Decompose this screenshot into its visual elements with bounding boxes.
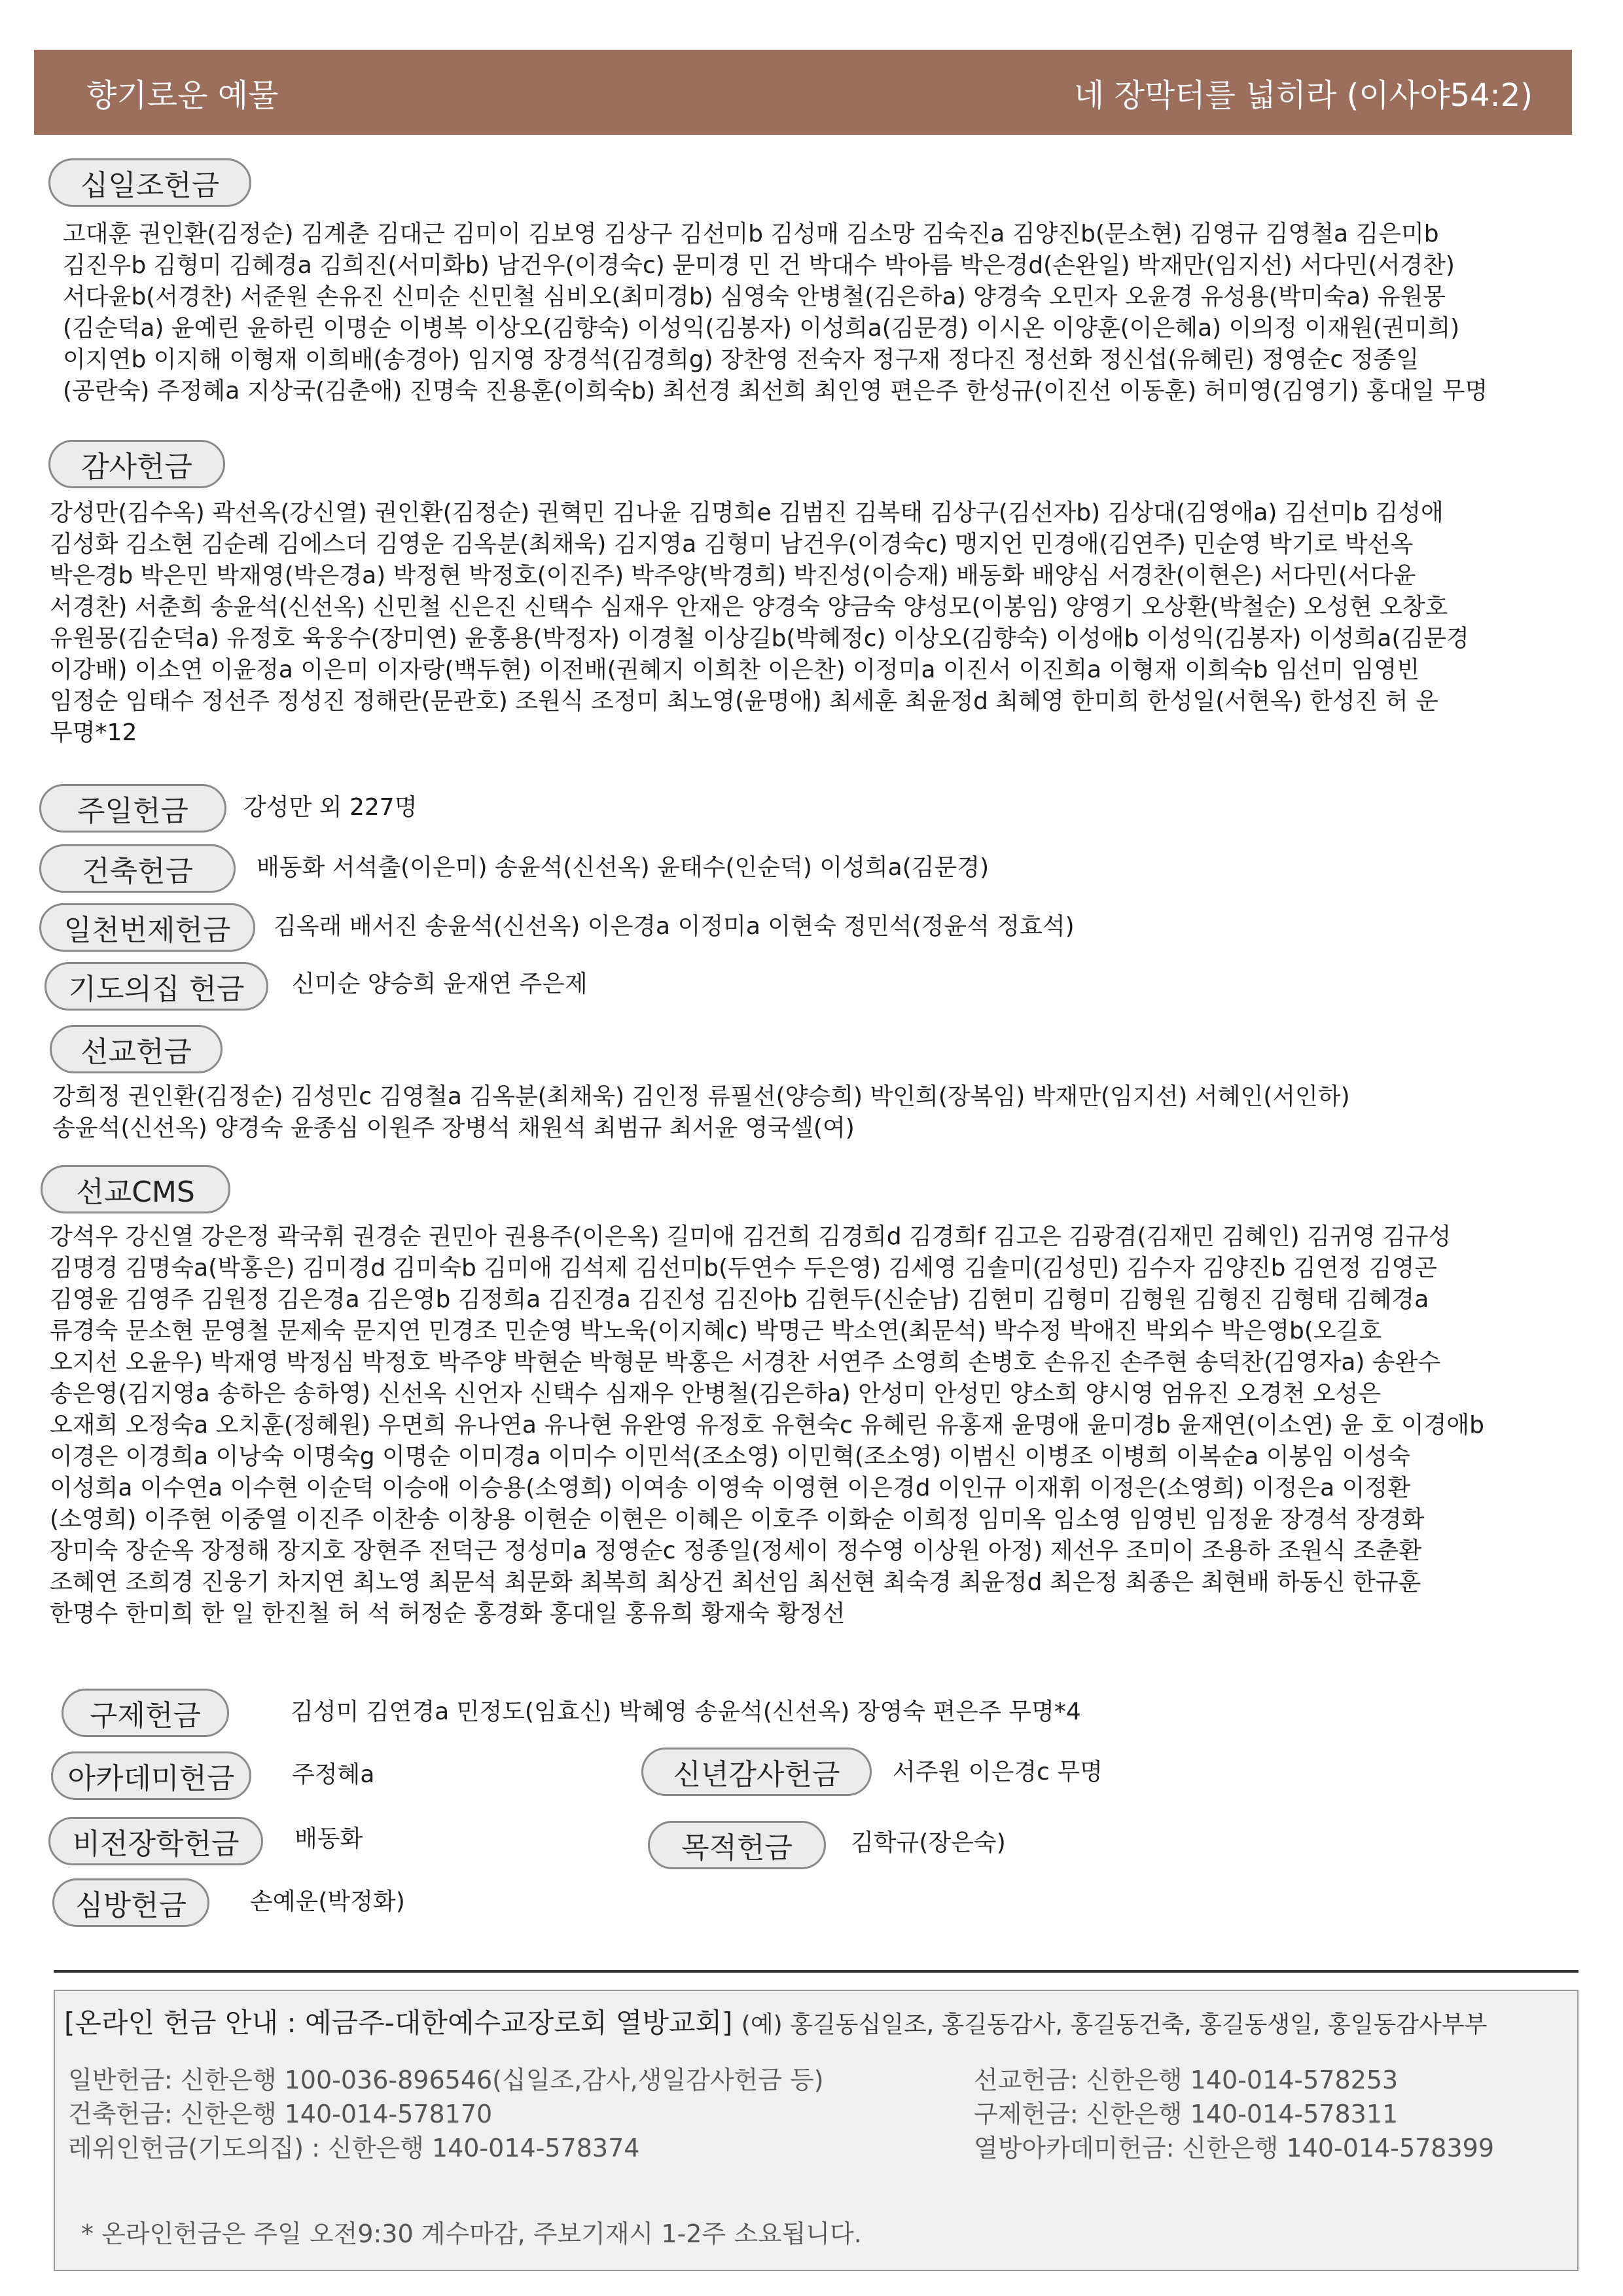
mission-line: 송윤석(신선옥) 양경숙 윤종심 이원주 장병석 채원석 최범규 최서윤 영국셀(여) (52, 1115, 855, 1141)
online-note: * 온라인헌금은 주일 오전9:30 계수마감, 주보기재시 1-2주 소요됩니다. (81, 2219, 862, 2248)
thanks-line: 이강배) 이소연 이윤정a 이은미 이자랑(백두현) 이전배(권혜지 이희찬 이은찬) 이정미a 이진서 이진희a 이형재 이희숙b 임선미 임영빈 (50, 656, 1420, 683)
thanks-title: 감사헌금 (48, 440, 225, 488)
mission-names (52, 1081, 1350, 1144)
account-levite: 레위인헌금(기도의집) : 신한은행 140-014-578374 (68, 2134, 640, 2162)
tithe-line: 서다윤b(서경찬) 서준원 손유진 신미순 신민철 심비오(최미경b) 심영숙 안병철(김은하a) 양경숙 오민자 오윤경 유성용(박미숙a) 유원몽 (63, 283, 1446, 310)
tithe-line: 고대훈 권인환(김정순) 김계춘 김대근 김미이 김보영 김상구 김선미b 김성매 김소망 김숙진a 김양진b(문소현) 김영규 김영철a 김은미b (63, 221, 1439, 247)
cms-line: 류경숙 문소현 문영철 문제숙 문지연 민경조 민순영 박노욱(이지혜c) 박명근 박소연(최문석) 박수정 박애진 박외수 박은영b(오길호 (50, 1318, 1382, 1344)
purpose-title: 목적헌금 (648, 1821, 826, 1869)
divider (54, 1970, 1578, 1973)
tithe-names (63, 219, 1488, 407)
cms-line: 한명수 한미희 한 일 한진철 허 석 허정순 홍경화 홍대일 홍유희 황재숙 황정선 (50, 1600, 846, 1627)
account-building: 건축헌금: 신한은행 140-014-578170 (68, 2100, 493, 2128)
sunday-title: 주일헌금 (39, 784, 226, 833)
cms-names (50, 1221, 1484, 1630)
thanks-line: 임정순 임태수 정선주 정성진 정해란(문관호) 조원식 조정미 최노영(윤명애) 최세훈 최윤정d 최혜영 한미희 한성일(서현옥) 한성진 허 운 (50, 688, 1438, 715)
cms-line: (소영희) 이주현 이중열 이진주 이찬송 이창용 이현순 이현은 이혜은 이호주 이화순 이희정 임미옥 임소영 임영빈 임정윤 장경석 장경화 (50, 1506, 1425, 1533)
online-heading: [온라인 헌금 안내 : 예금주-대한예수교장로회 열방교회] (64, 2007, 733, 2039)
tithe-line: 김진우b 김형미 김혜경a 김희진(서미화b) 남건우(이경숙c) 문미경 민 건 박대수 박아름 박은경d(손완일) 박재만(임지선) 서다민(서경찬) (63, 252, 1455, 279)
purpose-names: 김학규(장은숙) (851, 1829, 1006, 1856)
thanks-line: 유원몽(김순덕a) 유정호 육웅수(장미연) 윤홍용(박정자) 이경철 이상길b(박혜정c) 이상오(김향숙) 이성애b 이성익(김봉자) 이성희a(김문경 (50, 625, 1469, 652)
tithe-line: (김순덕a) 윤예린 윤하린 이명순 이병복 이상오(김향숙) 이성익(김봉자) 이성희a(김문경) 이시온 이양훈(이은혜a) 이의정 이재원(권미희) (63, 315, 1460, 342)
relief-names: 김성미 김연경a 민정도(임효신) 박혜영 송윤석(신선옥) 장영숙 편은주 무명*4 (291, 1698, 1081, 1725)
mission-title: 선교헌금 (50, 1025, 223, 1073)
cms-line: 김영윤 김영주 김원정 김은경a 김은영b 김정희a 김진경a 김진성 김진아b 김현두(신순남) 김현미 김형미 김형원 김형진 김형태 김혜경a (50, 1286, 1429, 1313)
cms-line: 장미숙 장순옥 장정해 장지호 장현주 전덕근 정성미a 정영순c 정종일(정세이 정수영 이상원 아정) 제선우 조미이 조용하 조원식 조춘환 (50, 1537, 1422, 1564)
relief-title: 구제헌금 (62, 1689, 229, 1737)
thanks-line: 무명*12 (50, 719, 137, 746)
jubilee-names: 김옥래 배서진 송윤석(신선옥) 이은경a 이정미a 이현숙 정민석(정윤석 정효석) (274, 913, 1075, 940)
online-example: (예) 홍길동십일조, 홍길동감사, 홍길동건축, 홍길동생일, 홍일동감사부부 (741, 2011, 1488, 2038)
academy-title: 아카데미헌금 (51, 1751, 251, 1800)
tithe-line: (공란숙) 주정혜a 지상국(김춘애) 진명숙 진용훈(이희숙b) 최선경 최선희 최인영 편은주 한성규(이진선 이동훈) 허미영(김영기) 홍대일 무명 (63, 378, 1488, 404)
cms-line: 김명경 김명숙a(박홍은) 김미경d 김미숙b 김미애 김석제 김선미b(두연수 두은영) 김세영 김솔미(김성민) 김수자 김양진b 김연정 김영곤 (50, 1255, 1438, 1282)
header-verse: 네 장막터를 넓히라 (이사야54:2) (1073, 77, 1533, 114)
tithe-title: 십일조헌금 (48, 158, 251, 207)
header-bar (34, 50, 1572, 135)
visit-title: 심방헌금 (52, 1878, 209, 1927)
prayer-title: 기도의집 헌금 (45, 962, 268, 1011)
account-mission: 선교헌금: 신한은행 140-014-578253 (974, 2066, 1399, 2094)
cms-line: 오재희 오정숙a 오치훈(정혜원) 우면희 유나연a 유나현 유완영 유정호 유현숙c 유혜린 유홍재 윤명애 윤미경b 윤재연(이소연) 윤 호 이경애b (50, 1412, 1485, 1439)
account-academy: 열방아카데미헌금: 신한은행 140-014-578399 (974, 2134, 1495, 2162)
newyear-names: 서주원 이은경c 무명 (893, 1759, 1103, 1785)
vision-names: 배동화 (294, 1825, 363, 1852)
thanks-line: 강성만(김수옥) 곽선옥(강신열) 권인환(김정순) 권혁민 김나윤 김명희e 김범진 김복태 김상구(김선자b) 김상대(김영애a) 김선미b 김성애 (50, 499, 1444, 526)
cms-line: 강석우 강신열 강은정 곽국휘 권경순 권민아 권용주(이은옥) 길미애 김건희 김경희d 김경희f 김고은 김광겸(김재민 김혜인) 김귀영 김규성 (50, 1223, 1452, 1250)
tithe-line: 이지연b 이지해 이형재 이희배(송경아) 임지영 장경석(김경희g) 장찬영 전숙자 정구재 정다진 정선화 정신섭(유혜린) 정영순c 정종일 (63, 346, 1419, 373)
online-heading-row (64, 2001, 1487, 2041)
cms-line: 송은영(김지영a 송하은 송하영) 신선옥 신언자 신택수 심재우 안병철(김은하a) 안성미 안성민 양소희 양시영 엄유진 오경천 오성은 (50, 1380, 1382, 1407)
online-offering-box (54, 1990, 1578, 2271)
account-relief: 구제헌금: 신한은행 140-014-578311 (974, 2100, 1399, 2128)
thanks-line: 김성화 김소현 김순례 김에스더 김영운 김옥분(최채욱) 김지영a 김형미 남건우(이경숙c) 맹지언 민경애(김연주) 민순영 박기로 박선옥 (50, 531, 1414, 558)
cms-line: 이성희a 이수연a 이수현 이순덕 이승애 이승용(소영희) 이여송 이영숙 이영현 이은경d 이인규 이재휘 이정은(소영희) 이정은a 이정환 (50, 1475, 1410, 1501)
building-title: 건축헌금 (39, 844, 236, 893)
account-general: 일반헌금: 신한은행 100-036-896546(십일조,감사,생일감사헌금 등) (68, 2066, 824, 2094)
thanks-names (50, 497, 1469, 749)
newyear-title: 신년감사헌금 (641, 1748, 872, 1796)
thanks-line: 박은경b 박은민 박재영(박은경a) 박정현 박정호(이진주) 박주양(박경희) 박진성(이승재) 배동화 배양심 서경찬(이현은) 서다민(서다윤 (50, 562, 1416, 589)
cms-line: 이경은 이경희a 이낭숙 이명숙g 이명순 이미경a 이미수 이민석(조소영) 이민혁(조소영) 이범신 이병조 이병희 이복순a 이봉임 이성숙 (50, 1443, 1410, 1470)
thanks-line: 서경찬) 서춘희 송윤석(신선옥) 신민철 신은진 신택수 심재우 안재은 양경숙 양금숙 양성모(이봉임) 양영기 오상환(박철순) 오성현 오창호 (50, 594, 1448, 620)
header-title: 향기로운 예물 (86, 77, 279, 114)
cms-title: 선교CMS (41, 1165, 230, 1213)
online-accounts-right (974, 2063, 1494, 2165)
vision-title: 비전장학헌금 (48, 1817, 263, 1865)
academy-names: 주정혜a (292, 1761, 375, 1788)
cms-line: 오지선 오윤우) 박재영 박정심 박정호 박주양 박현순 박형문 박홍은 서경찬 서연주 소영희 손병호 손유진 손주현 송덕찬(김영자a) 송완수 (50, 1349, 1441, 1376)
mission-line: 강희정 권인환(김정순) 김성민c 김영철a 김옥분(최채욱) 김인정 류필선(양승희) 박인희(장복임) 박재만(임지선) 서혜인(서인하) (52, 1083, 1350, 1110)
jubilee-title: 일천번제헌금 (39, 903, 255, 952)
sunday-names: 강성만 외 227명 (243, 794, 418, 821)
building-names: 배동화 서석출(이은미) 송윤석(신선옥) 윤태수(인순덕) 이성희a(김문경) (257, 854, 990, 881)
cms-line: 조혜연 조희경 진웅기 차지연 최노영 최문석 최문화 최복희 최상건 최선임 최선현 최숙경 최윤정d 최은정 최종은 최현배 하동신 한규훈 (50, 1569, 1421, 1596)
visit-names: 손예운(박정화) (250, 1888, 405, 1915)
prayer-names: 신미순 양승희 윤재연 주은제 (292, 971, 588, 997)
online-accounts-left (68, 2063, 824, 2165)
